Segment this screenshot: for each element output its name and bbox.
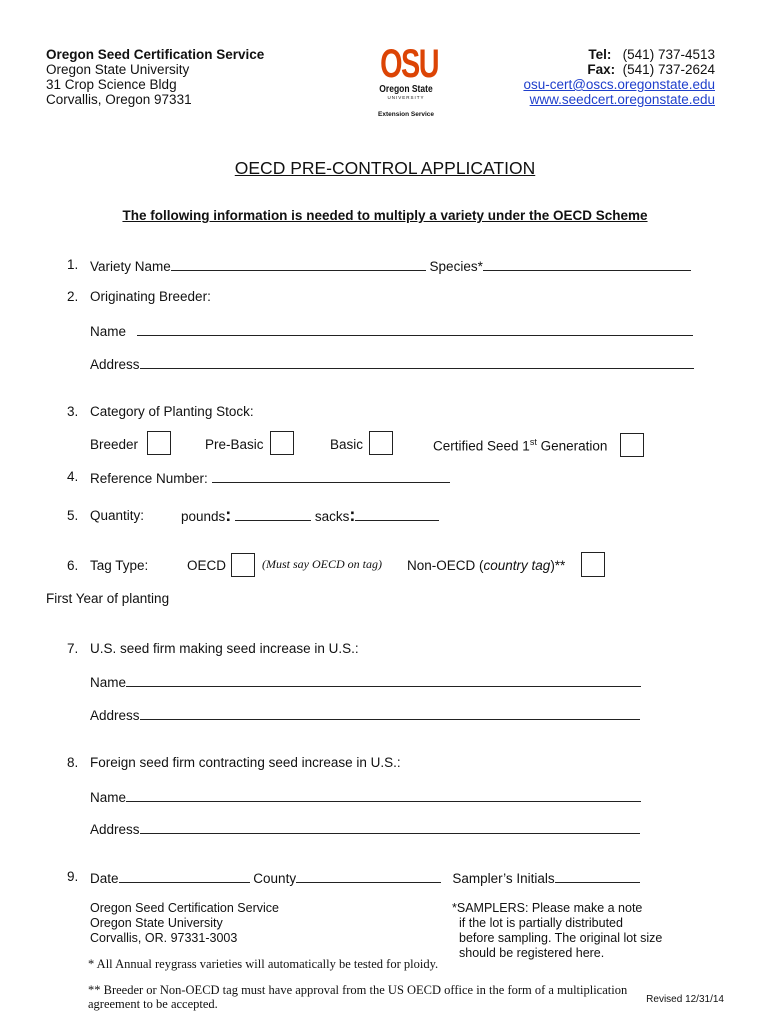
tel-value: (541) 737-4513 <box>622 47 715 62</box>
osu-logo-letters: OSU <box>380 42 439 86</box>
page-subtitle: The following information is needed to multiply a variety under the OECD Scheme <box>122 208 648 223</box>
fax-label: Fax: <box>587 62 616 77</box>
org-address-line2: Corvallis, Oregon 97331 <box>46 92 192 107</box>
nonoecd-label-italic: country tag <box>483 558 551 573</box>
certified-label-sup: st <box>529 437 537 447</box>
footnote-tag-approval-line2: agreement to be accepted. <box>88 997 218 1011</box>
q2-number: 2. <box>67 289 79 304</box>
footer-org-line2: Oregon State University <box>90 916 223 930</box>
certified-label-post: Generation <box>536 438 608 454</box>
foreign-firm-name-field[interactable] <box>126 788 641 802</box>
q7-address-row <box>90 706 640 723</box>
sacks-label: sacks <box>314 509 350 524</box>
reference-number-field[interactable] <box>212 469 450 483</box>
q9-number: 9. <box>67 869 79 884</box>
tel-line <box>588 47 715 62</box>
variety-name-field[interactable] <box>171 257 426 271</box>
species-label: Species* <box>429 259 483 274</box>
oecd-option-label: OECD <box>187 558 227 573</box>
footnote-tag-approval-line1: ** Breeder or Non-OECD tag must have approval from the US OECD office in the form of a multiplication <box>88 983 628 997</box>
q7-label: U.S. seed firm making seed increase in U.S.: <box>90 641 359 656</box>
org-address-line1: 31 Crop Science Bldg <box>46 77 177 92</box>
footer-org-line3: Corvallis, OR. 97331-3003 <box>90 931 238 945</box>
county-label: County <box>253 871 297 886</box>
q4-row <box>90 469 450 486</box>
pounds-label: pounds <box>181 509 226 524</box>
website-link[interactable]: www.seedcert.oregonstate.edu <box>529 92 715 107</box>
foreign-firm-address-field[interactable] <box>140 820 640 834</box>
breeder-name-field[interactable] <box>137 322 693 336</box>
q9-row <box>90 869 640 886</box>
osu-logo-extension: Extension Service <box>378 111 434 118</box>
q2-address-row <box>90 355 694 372</box>
q5-number: 5. <box>67 508 79 523</box>
q1-number: 1. <box>67 257 79 272</box>
us-firm-address-label: Address <box>90 708 140 723</box>
q3-number: 3. <box>67 404 79 419</box>
footer-org-line1: Oregon Seed Certification Service <box>90 901 279 915</box>
sacks-field[interactable] <box>355 507 439 521</box>
revised-date: Revised 12/31/14 <box>646 994 724 1005</box>
certified-label-text: Certified Seed 1 <box>433 438 530 454</box>
samplers-line1: *SAMPLERS: Please make a note <box>452 901 643 915</box>
variety-name-label: Variety Name <box>90 259 171 274</box>
breeder-name-label: Name <box>90 324 127 339</box>
footnote-ploidy: * All Annual reygrass varieties will automatically be tested for ploidy. <box>88 957 439 971</box>
first-year-label: First Year of planting <box>46 591 170 606</box>
breeder-address-field[interactable] <box>140 355 694 369</box>
breeder-option-label: Breeder <box>90 437 139 452</box>
quantity-label: Quantity: <box>90 508 145 523</box>
prebasic-option-label: Pre-Basic <box>205 437 264 452</box>
q8-number: 8. <box>67 755 79 770</box>
fax-line <box>587 62 715 77</box>
osu-logo-name: Oregon State <box>379 84 433 95</box>
page-title: OECD PRE-CONTROL APPLICATION <box>234 158 536 178</box>
q7-number: 7. <box>67 641 79 656</box>
basic-checkbox[interactable] <box>369 431 393 455</box>
pounds-field[interactable] <box>235 507 311 521</box>
oecd-note: (Must say OECD on tag) <box>262 557 382 571</box>
q8-label: Foreign seed firm contracting seed increase in U.S.: <box>90 755 401 770</box>
us-firm-address-field[interactable] <box>140 706 640 720</box>
certified-option-label <box>433 437 607 454</box>
tel-label: Tel: <box>588 47 612 62</box>
sampler-initials-label: Sampler’s Initials <box>452 871 555 886</box>
nonoecd-checkbox[interactable] <box>581 552 605 577</box>
foreign-firm-address-label: Address <box>90 822 140 837</box>
q8-name-row <box>90 788 641 805</box>
basic-option-label: Basic <box>330 437 364 452</box>
q1-row <box>90 257 691 274</box>
breeder-checkbox[interactable] <box>147 431 171 455</box>
certified-checkbox[interactable] <box>620 433 644 457</box>
nonoecd-label-post: )** <box>550 558 566 573</box>
date-label: Date <box>90 871 119 886</box>
breeder-address-label: Address <box>90 357 140 372</box>
org-name: Oregon Seed Certification Service <box>46 47 265 62</box>
q8-address-row <box>90 820 640 837</box>
samplers-line4: should be registered here. <box>459 946 605 960</box>
q2-name-row <box>90 322 693 339</box>
prebasic-checkbox[interactable] <box>270 431 294 455</box>
nonoecd-label-pre: Non-OECD ( <box>407 558 484 573</box>
q3-label: Category of Planting Stock: <box>90 404 254 419</box>
fax-value: (541) 737-2624 <box>622 62 715 77</box>
q7-name-row <box>90 673 641 690</box>
pounds-colon: : <box>225 505 232 525</box>
samplers-line3: before sampling. The original lot size <box>459 931 663 945</box>
species-field[interactable] <box>483 257 691 271</box>
samplers-line2: if the lot is partially distributed <box>459 916 623 930</box>
foreign-firm-name-label: Name <box>90 790 127 805</box>
county-field[interactable] <box>296 869 441 883</box>
q6-number: 6. <box>67 558 79 573</box>
reference-number-label: Reference Number: <box>90 471 208 486</box>
email-link[interactable]: osu-cert@oscs.oregonstate.edu <box>523 77 715 92</box>
nonoecd-option-label <box>407 558 565 573</box>
tag-type-label: Tag Type: <box>90 558 149 573</box>
q4-number: 4. <box>67 469 79 484</box>
date-field[interactable] <box>119 869 250 883</box>
osu-logo <box>370 44 442 118</box>
sampler-initials-field[interactable] <box>555 869 640 883</box>
q5-fields <box>181 505 439 526</box>
org-university: Oregon State University <box>46 62 190 77</box>
sacks-colon: : <box>349 505 356 525</box>
us-firm-name-label: Name <box>90 675 127 690</box>
us-firm-name-field[interactable] <box>126 673 641 687</box>
osu-logo-university: UNIVERSITY <box>387 95 425 100</box>
oecd-checkbox[interactable] <box>231 553 255 577</box>
q2-label: Originating Breeder: <box>90 289 211 304</box>
